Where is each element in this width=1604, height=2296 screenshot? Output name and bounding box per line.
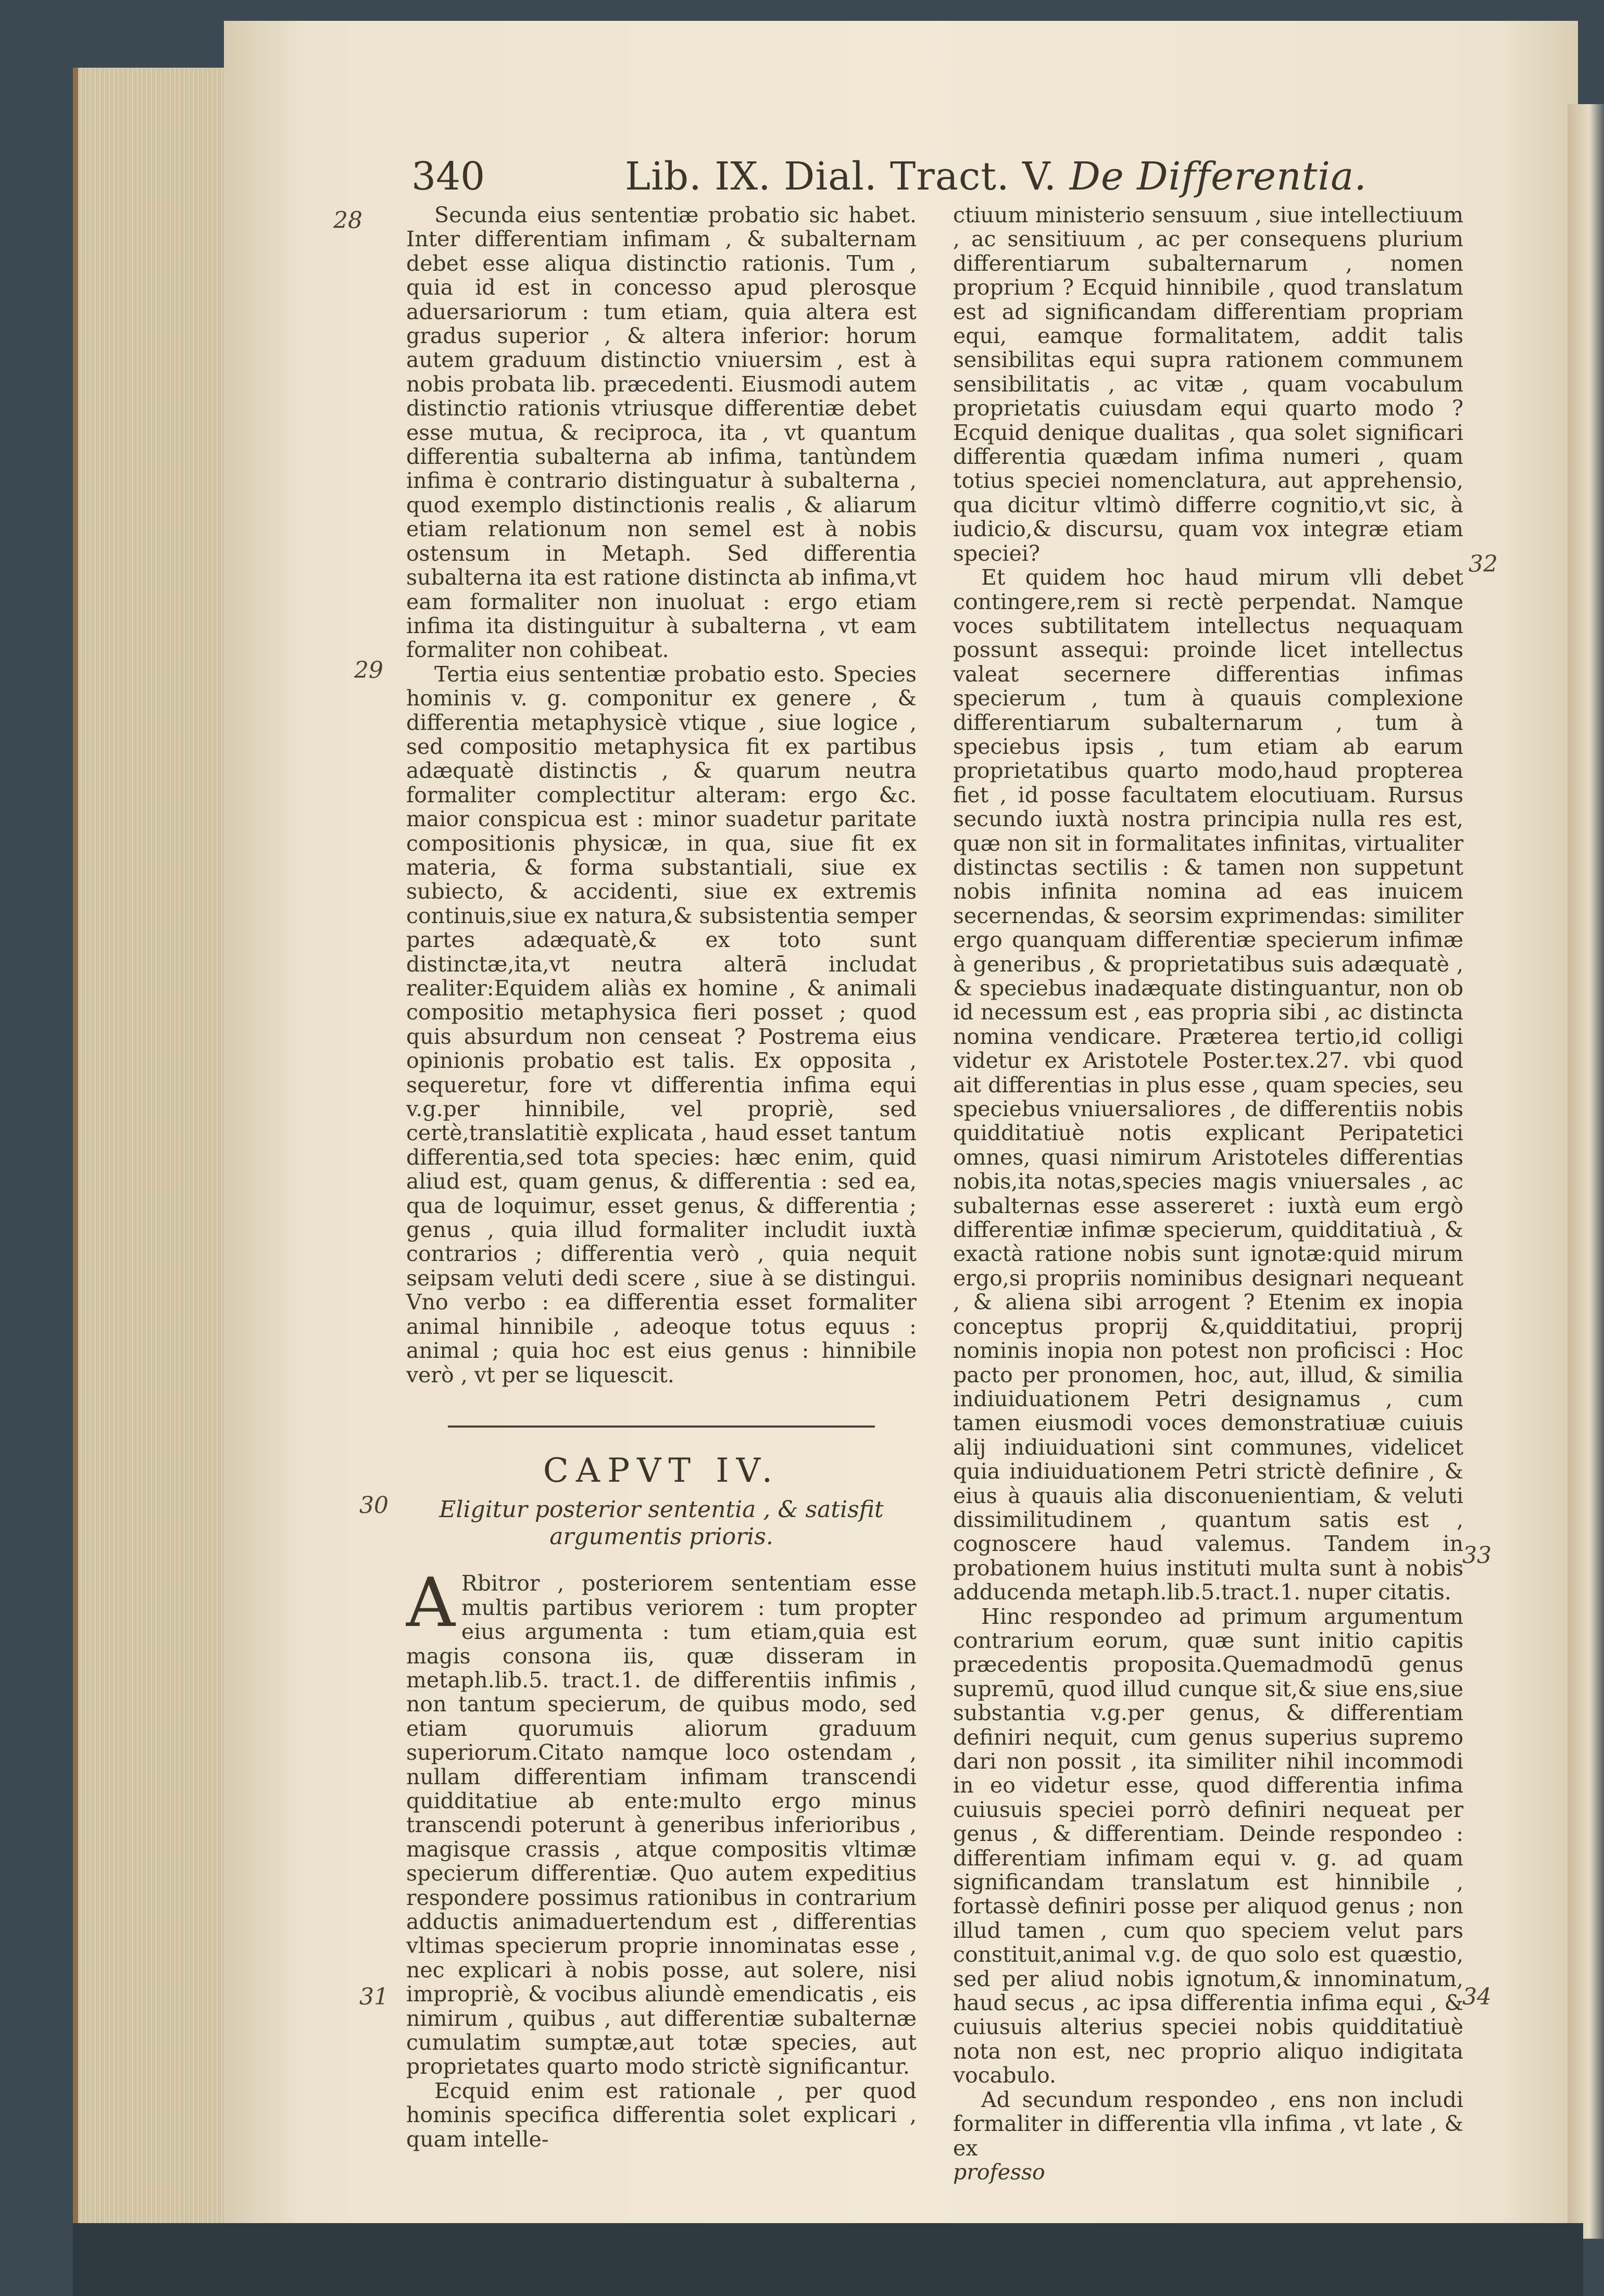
running-title-italic: De Differentia. bbox=[1069, 154, 1367, 199]
left-paragraph-3 bbox=[406, 1563, 917, 2079]
right-paragraph-4: Ad secundum respondeo , ens non includi formaliter in differentia vlla infima , vt late , & ex bbox=[953, 2087, 1463, 2161]
facing-page-edge bbox=[1568, 104, 1604, 2239]
drop-cap: A bbox=[406, 1563, 455, 1643]
running-title bbox=[625, 154, 1367, 199]
margin-number-28: 28 bbox=[333, 207, 362, 234]
right-paragraph-1: ctiuum ministerio sensuum , siue intellectiuum , ac sensitiuum , ac per consequens plurium differentiarum subalternarum , nomen proprium ? Ecquid hinnibile , quod translatum est ad significandam differentiam propriam equi, eamque formalitatem, addit talis sensibilitas equi supra rationem communem sensibilitatis , ac vitæ , quam vocabulum proprietatis cuiusdam equi quarto modo ? Ecquid denique dualitas , qua solet significari differentia quædam infima numeri , quam totius speciei nomenclatura, aut apprehensio, qua dicitur vltimò differre cognitio,vt sic, à iudicio,& discursu, quam vox integræ etiam speciei? bbox=[953, 203, 1463, 566]
background-bottom bbox=[73, 2223, 1583, 2296]
margin-number-31: 31 bbox=[359, 1984, 389, 2010]
left-column bbox=[406, 203, 917, 2151]
margin-number-29: 29 bbox=[354, 657, 383, 684]
margin-number-30: 30 bbox=[359, 1492, 389, 1519]
right-paragraph-2: Et quidem hoc haud mirum vlli debet contingere,rem si rectè perpendat. Namque voces subtilitatem intellectus nequaquam possunt assequi: proinde licet intellectus valeat secernere differentias infimas specierum , tum à quauis complexione differentiarum subalternarum , tum à speciebus ipsis , tum etiam ab earum proprietatibus quarto modo,haud propterea fiet , id posse facultatem elocutiuam. Rursus secundo iuxtà nostra principia nulla res est, quæ non sit in formalitates infinitas, virtualiter distinctas sectilis : & tamen non suppetunt nobis infinita nomina ad eas inuicem secernendas, & seorsim exprimendas: similiter ergo quanquam differentiæ specierum infimæ à generibus , & proprietatibus suis adæquatè , & speciebus inadæquate distinguantur, non ob id necessum est , eas propria sibi , ac distincta nomina vendicare. Præterea tertio,id colligi videtur ex Aristotele Poster.tex.27. vbi quod ait differentias in plus esse , quam species, seu speciebus vniuersaliores , de differentiis nobis quidditatiuè notis explicant Peripatetici omnes, quasi nimirum Aristoteles differentias nobis,ita notas,species magis vniuersales , ac subalternas esse assereret : iuxtà eum ergò differentiæ infimæ specierum, quidditatiuà , & exactà ratione nobis sunt ignotæ:quid mirum ergo,si propriis nominibus designari nequeant , & aliena sibi arrogent ? Etenim ex inopia conceptus proprij &,quidditatiui, proprij nominis inopia non potest non proficisci : Hoc pacto per pronomen, hoc, aut, illud, & similia indiuiduationem Petri designamus , cum tamen eiusmodi voces demonstratiuæ cuiuis alij indiuiduationi sint communes, videlicet quia indiuiduationem Petri strictè definire , & eius à quauis alia disconuenientiam, & veluti dissimilitudinem , quantum satis est , cognoscere haud valemus. Tandem in probationem huius instituti multa sunt à nobis adducenda metaph.lib.5.tract.1. nuper citatis. bbox=[953, 565, 1463, 1605]
right-paragraph-3: Hinc respondeo ad primum argumentum contrarium eorum, quæ sunt initio capitis præcedentis proposita.Quemadmodū genus supremū, quod illud cunque sit,& siue ens,siue substantia v.g.per genus, & differentiam definiri nequit, cum genus superius supremo dari non possit , ita similiter nihil incommodi in eo videtur esse, quod differentia infima cuiusuis speciei porrò definiri nequeat per genus , & differentiam. Deinde respondeo : differentiam infimam equi v. g. ad quam significandam translatum est hinnibile , fortassè definiri posse per aliquod genus ; non illud tamen , cum quo speciem velut pars constituit,animal v.g. de quo solo est quæstio, sed per aliud nobis ignotum,& innominatum, haud secus , ac ipsa differentia infima equi , & cuiusuis alterius speciei nobis quidditatiuè nota non est, nec proprio aliquo indigitata vocabulo. bbox=[953, 1604, 1463, 2088]
left-paragraph-1: Secunda eius sententiæ probatio sic habet. Inter differentiam infimam , & subalternam debet esse aliqua distinctio rationis. Tum , quia id est in concesso apud plerosque aduersariorum : tum etiam, quia altera est gradus superior , & altera inferior: horum autem graduum distinctio vniuersim , est à nobis probata lib. præcedenti. Eiusmodi autem distinctio rationis vtriusque differentiæ debet esse mutua, & reciproca, ita , vt quantum differentia subalterna ab infima, tantùndem infima è contrario distinguatur à subalterna , quod exemplo distinctionis realis , & aliarum etiam relationum non semel est à nobis ostensum in Metaph. Sed differentia subalterna ita est ratione distincta ab infima,vt eam formaliter non inuoluat : ergo etiam infima ita distinguitur à subalterna , vt eam formaliter non cohibeat. bbox=[406, 203, 917, 663]
running-title-main: Lib. IX. Dial. Tract. V. bbox=[625, 154, 1057, 199]
right-column bbox=[953, 203, 1463, 2184]
section-divider bbox=[448, 1425, 875, 1428]
page-number: 340 bbox=[411, 154, 485, 199]
chapter-subtitle: Eligitur posterior sententia , & satisfit argumentis prioris. bbox=[439, 1496, 884, 1550]
left-paragraph-3-text: Rbitror , posteriorem sententiam esse multis partibus veriorem : tum propter eius argumenta : tum etiam,quia est magis consona iis, quæ disseram in metaph.lib.5. tract.1. de differentiis infimis , non tantum specierum, de quibus modo, sed etiam quorumuis aliorum graduum superiorum.Citato namque loco ostendam , nullam differentiam infimam transcendi quidditatiue ab ente:multo ergo minus transcendi poterunt à generibus inferioribus , magisque crassis , atque compositis vltimæ specierum differentiæ. Quo autem expeditius respondere possimus rationibus in contrarium adductis animaduertendum est , differentias vltimas specierum proprie innominatas esse , nec explicari à nobis posse, aut solere, nisi impropriè, & vocibus aliundè emendicatis , eis nimirum , quibus , aut differentiæ subalternæ cumulatim sumptæ,aut totæ species, aut proprietates quarto modo strictè significantur. bbox=[406, 1571, 917, 2079]
left-paragraph-4: Ecquid enim est rationale , per quod hominis specifica differentia solet explicari , quam intelle- bbox=[406, 2078, 917, 2152]
margin-number-32: 32 bbox=[1469, 551, 1498, 577]
left-paragraph-2: Tertia eius sententiæ probatio esto. Species hominis v. g. componitur ex genere , & differentia metaphysicè vtique , siue logice , sed compositio metaphysica fit ex partibus adæquatè distinctis , & quarum neutra formaliter complectitur alteram: ergo &c. maior conspicua est : minor suadetur paritate compositionis physicæ, in qua, siue fit ex materia, & forma substantiali, siue ex subiecto, & accidenti, siue ex extremis continuis,siue ex natura,& subsistentia semper partes adæquatè,& ex toto sunt distinctæ,ita,vt neutra alterā includat realiter:Equidem aliàs ex homine , & animali compositio metaphysica fieri posset ; quod quis absurdum non censeat ? Postrema eius opinionis probatio est talis. Ex opposita , sequeretur, fore vt differentia infima equi v.g.per hinnibile, vel propriè, sed certè,translatitiè explicata , haud esset tantum differentia,sed tota species: hæc enim, quid aliud est, quam genus, & differentia : sed ea, qua de loquimur, esset genus, & differentia ; genus , quia illud formaliter includit iuxtà contrarios ; differentia verò , quia nequit seipsam veluti dedi scere , siue à se distingui. Vno verbo : ea differentia esset formaliter animal hinnibile , adeoque totus equus : animal ; quia hoc est eius genus : hinnibile verò , vt per se liquescit. bbox=[406, 661, 917, 1387]
margin-number-34: 34 bbox=[1462, 1984, 1492, 2010]
margin-number-33: 33 bbox=[1462, 1542, 1492, 1569]
catchword: professo bbox=[953, 2159, 1045, 2185]
chapter-title: CAPVT IV. bbox=[543, 1451, 780, 1490]
page-header bbox=[401, 154, 1422, 201]
